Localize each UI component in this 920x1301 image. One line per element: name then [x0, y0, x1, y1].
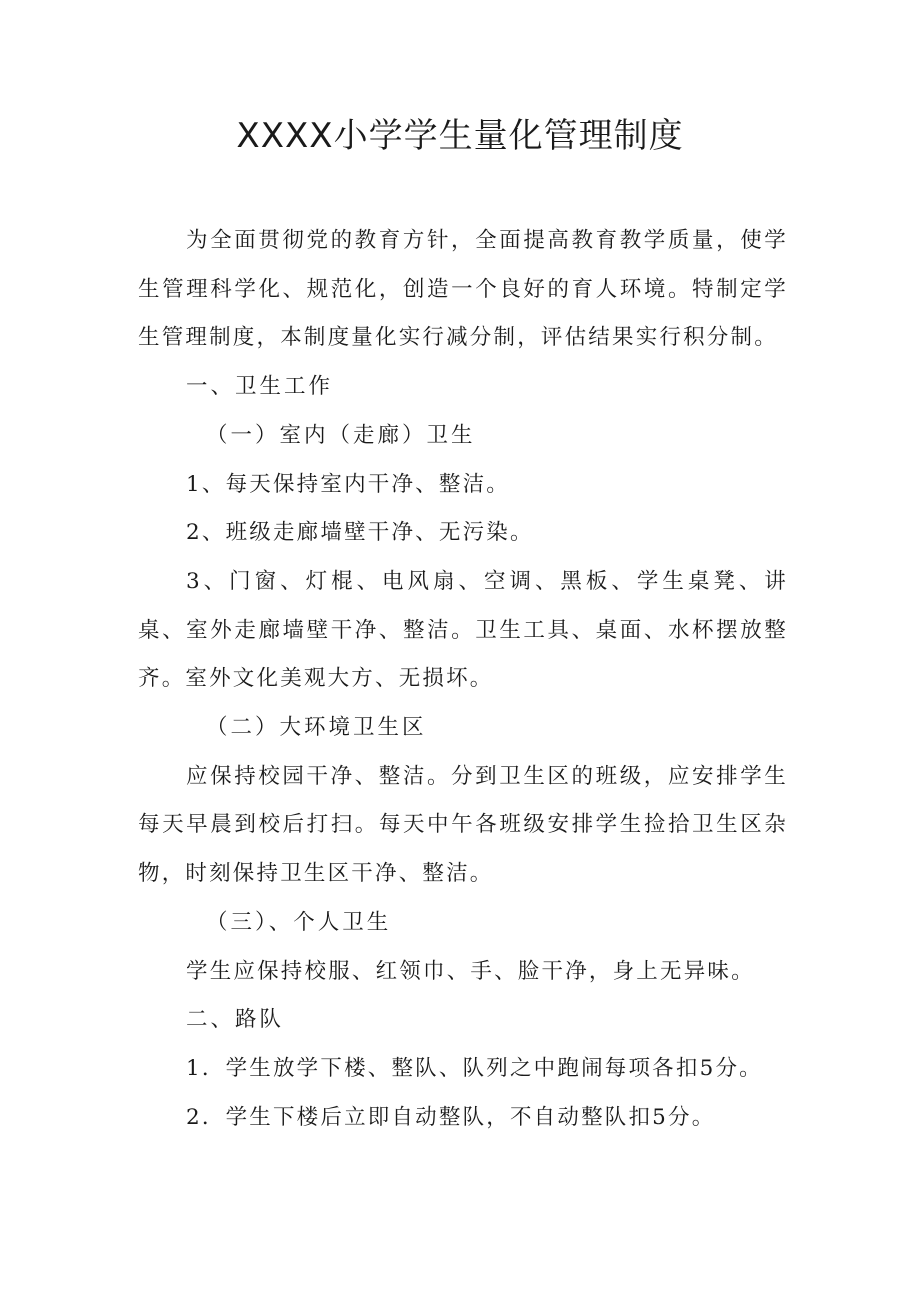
section-heading-line-up: 二、路队: [186, 1007, 285, 1033]
personal-hygiene-paragraph: 学生应保持校服、红领巾、手、脸干净，身上无异味。: [186, 958, 755, 984]
environment-paragraph: 应保持校园干净、整洁。分到卫生区的班级，应安排学生每天早晨到校后打扫。每天中午各班级安排学生捡拾卫生区杂物，时刻保持卫生区干净、整洁。: [138, 763, 788, 887]
document-title: XXXX小学学生量化管理制度: [236, 116, 684, 156]
document-body: [138, 217, 788, 1142]
section-heading-hygiene: 一、卫生工作: [186, 374, 334, 400]
subsection-heading-environment: （二）大环境卫生区: [206, 715, 427, 741]
list-item: 3、门窗、灯棍、电风扇、空调、黑板、学生桌凳、讲桌、室外走廊墙壁干净、整洁。卫生工具、桌面、水杯摆放整齐。室外文化美观大方、无损坏。: [138, 568, 788, 692]
list-item: 2、班级走廊墙壁干净、无污染。: [186, 520, 534, 546]
list-item: 2．学生下楼后立即自动整队，不自动整队扣5分。: [186, 1104, 716, 1130]
intro-paragraph: 为全面贯彻党的教育方针，全面提高教育教学质量，使学生管理科学化、规范化，创造一个良好的育人环境。特制定学生管理制度，本制度量化实行减分制，评估结果实行积分制。: [138, 228, 788, 351]
list-item: 1．学生放学下楼、整队、队列之中跑闹每项各扣5分。: [186, 1055, 763, 1081]
subsection-heading-indoor: （一）室内（走廊）卫生: [206, 422, 476, 448]
subsection-heading-personal: （三）、个人卫生: [206, 909, 392, 935]
list-item: 1、每天保持室内干净、整洁。: [186, 471, 510, 497]
